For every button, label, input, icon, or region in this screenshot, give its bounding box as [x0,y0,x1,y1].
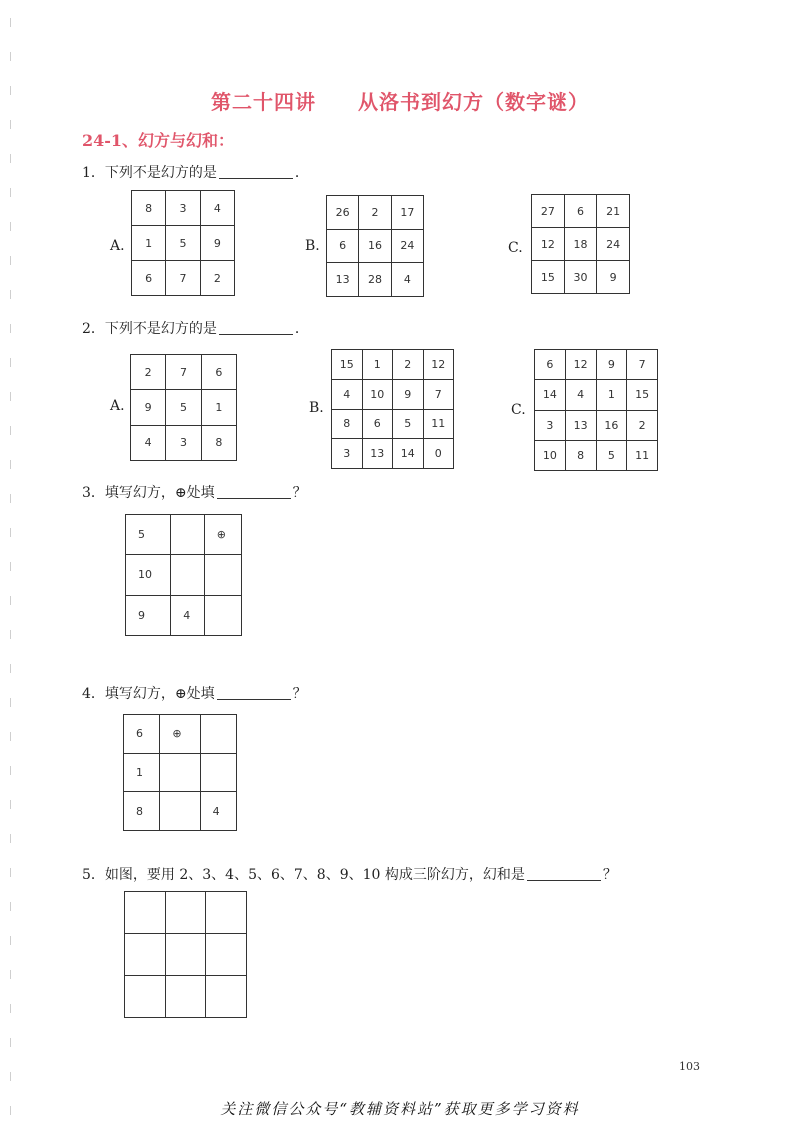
question-3 [82,482,307,502]
grid-cell[interactable] [200,753,236,792]
grid-row [131,355,237,390]
grid-cell: 12 [423,350,454,380]
grid-cell: 24 [597,228,630,261]
grid-row [535,440,658,470]
answer-blank-2[interactable] [219,320,293,335]
option-1a-label: A. [110,238,125,254]
grid-cell: 8 [332,409,363,439]
magic-square-4 [123,714,237,831]
grid-cell: 6 [327,229,359,263]
binding-tick [10,18,11,27]
grid-row [124,792,237,831]
grid-cell: 15 [627,380,658,410]
binding-tick [10,1038,11,1047]
grid-cell: 13 [327,263,359,297]
binding-tick [10,392,11,401]
binding-tick [10,664,11,673]
grid-cell: 4 [332,379,363,409]
question-2-text: 2．下列不是幻方的是 [82,321,217,337]
magic-square-3 [125,514,242,636]
grid-cell[interactable] [204,555,241,595]
binding-tick [10,1072,11,1081]
question-5-suffix: ？ [602,867,617,883]
grid-row [125,892,247,934]
grid-cell: 10 [126,555,171,595]
grid-cell: 28 [359,263,391,297]
grid-cell: 5 [596,440,627,470]
binding-tick [10,596,11,605]
question-5-text: 5．如图，要用 2、3、4、5、6、7、8、9、10 构成三阶幻方，幻和是 [82,867,525,883]
grid-row [532,195,630,228]
answer-blank-1[interactable] [219,164,293,179]
grid-cell: 9 [393,379,424,409]
grid-cell: 8 [132,191,166,226]
grid-cell: 16 [596,410,627,440]
binding-tick [10,256,11,265]
grid-row [535,410,658,440]
grid-cell[interactable] [165,934,206,976]
grid-cell[interactable] [171,515,205,555]
grid-cell: 9 [131,390,166,425]
grid-cell: 7 [627,350,658,380]
grid-cell[interactable] [165,976,206,1018]
question-1-suffix: ． [294,165,309,181]
grid-cell: 11 [423,409,454,439]
grid-cell: 0 [423,439,454,469]
grid-cell: 4 [171,595,205,635]
grid-cell: 13 [565,410,596,440]
grid-cell: 4 [200,792,236,831]
binding-tick [10,324,11,333]
binding-tick [10,154,11,163]
magic-square-2a [130,354,237,461]
grid-cell: 1 [124,753,160,792]
grid-cell: 17 [391,196,423,230]
binding-tick [10,1004,11,1013]
grid-row [332,409,454,439]
binding-tick [10,630,11,639]
magic-square-1c [531,194,630,294]
grid-cell: 1 [201,390,236,425]
magic-square-2b [331,349,454,469]
grid-cell: 8 [201,425,236,460]
grid-cell[interactable] [125,892,166,934]
binding-tick [10,834,11,843]
binding-tick [10,970,11,979]
grid-cell: 5 [166,390,201,425]
grid-cell: 9 [200,226,234,261]
grid-cell: 3 [332,439,363,469]
grid-cell: 6 [201,355,236,390]
grid-cell: 5 [166,226,200,261]
grid-cell: 6 [124,715,160,754]
grid-cell[interactable] [206,934,247,976]
grid-cell: 10 [535,440,566,470]
grid-row [124,753,237,792]
grid-row [125,976,247,1018]
binding-tick [10,562,11,571]
grid-row [131,390,237,425]
grid-row [327,196,424,230]
grid-row [327,263,424,297]
grid-cell[interactable] [204,595,241,635]
question-4-suffix: ？ [292,686,307,702]
grid-cell: 21 [597,195,630,228]
question-2 [82,318,309,338]
grid-cell: 6 [132,261,166,296]
grid-cell: 2 [359,196,391,230]
magic-square-5 [124,891,247,1018]
grid-cell: 4 [565,380,596,410]
binding-tick [10,426,11,435]
grid-row [332,379,454,409]
binding-tick [10,120,11,129]
answer-blank-3[interactable] [217,484,291,499]
grid-cell[interactable] [125,934,166,976]
binding-tick [10,800,11,809]
grid-cell: 1 [596,380,627,410]
section-heading: 24-1、幻方与幻和： [82,131,235,150]
grid-cell: 4 [200,191,234,226]
grid-cell: 9 [597,261,630,294]
grid-row [532,261,630,294]
option-1b-label: B. [305,238,320,254]
binding-tick [10,188,11,197]
answer-blank-4[interactable] [217,685,291,700]
binding-tick [10,290,11,299]
question-2-suffix: ． [294,321,309,337]
question-4 [82,683,307,703]
grid-row [125,934,247,976]
binding-tick [10,528,11,537]
binding-tick [10,766,11,775]
binding-tick [10,698,11,707]
binding-tick [10,732,11,741]
grid-cell: 12 [565,350,596,380]
grid-row [132,261,235,296]
binding-tick [10,460,11,469]
grid-row [535,380,658,410]
binding-tick [10,222,11,231]
grid-cell: 10 [362,379,393,409]
grid-cell: 18 [564,228,597,261]
answer-blank-5[interactable] [527,866,601,881]
grid-cell: 2 [131,355,166,390]
grid-cell: 12 [532,228,565,261]
grid-cell[interactable]: ⊕ [204,515,241,555]
grid-cell: 6 [535,350,566,380]
binding-tick [10,936,11,945]
grid-cell: 30 [564,261,597,294]
question-4-text: 4．填写幻方，⊕处填 [82,686,215,702]
question-3-suffix: ？ [292,485,307,501]
grid-cell: 14 [535,380,566,410]
binding-tick [10,902,11,911]
question-1 [82,162,309,182]
grid-cell: 13 [362,439,393,469]
grid-cell[interactable]: ⊕ [160,715,200,754]
grid-row [124,715,237,754]
grid-cell: 7 [166,355,201,390]
grid-cell: 24 [391,229,423,263]
grid-cell: 26 [327,196,359,230]
grid-cell: 2 [627,410,658,440]
magic-square-1a [131,190,235,296]
grid-cell[interactable] [206,976,247,1018]
grid-row [535,350,658,380]
grid-cell: 4 [391,263,423,297]
grid-row [126,595,242,635]
grid-cell: 6 [564,195,597,228]
option-1c-label: C. [508,240,523,256]
page-number: 103 [679,1060,700,1073]
grid-cell[interactable] [125,976,166,1018]
grid-cell: 8 [124,792,160,831]
grid-cell: 9 [596,350,627,380]
grid-row [132,191,235,226]
grid-cell: 1 [132,226,166,261]
grid-cell: 15 [332,350,363,380]
grid-cell[interactable] [165,892,206,934]
footer-watermark: 关注微信公众号“教辅资料站”获取更多学习资料 [220,1100,580,1118]
grid-row [327,229,424,263]
grid-cell: 27 [532,195,565,228]
grid-row [332,350,454,380]
binding-tick [10,52,11,61]
grid-cell: 5 [393,409,424,439]
grid-cell: 16 [359,229,391,263]
grid-cell[interactable] [160,792,200,831]
grid-cell: 3 [166,425,201,460]
binding-tick [10,868,11,877]
grid-cell[interactable] [206,892,247,934]
grid-row [126,515,242,555]
grid-row [132,226,235,261]
grid-cell: 2 [393,350,424,380]
grid-row [532,228,630,261]
grid-cell: 3 [535,410,566,440]
binding-edge-marks [10,0,16,1131]
grid-cell[interactable] [160,753,200,792]
question-5 [82,864,617,884]
grid-cell: 14 [393,439,424,469]
grid-cell: 9 [126,595,171,635]
grid-cell: 5 [126,515,171,555]
binding-tick [10,358,11,367]
grid-cell: 6 [362,409,393,439]
binding-tick [10,494,11,503]
magic-square-2c [534,349,658,471]
grid-cell[interactable] [200,715,236,754]
grid-cell: 15 [532,261,565,294]
grid-cell: 2 [200,261,234,296]
option-2a-label: A. [110,398,125,414]
grid-cell: 7 [423,379,454,409]
grid-row [126,555,242,595]
grid-cell: 11 [627,440,658,470]
option-2b-label: B. [309,400,324,416]
grid-cell: 4 [131,425,166,460]
grid-cell: 7 [166,261,200,296]
grid-row [131,425,237,460]
grid-cell: 1 [362,350,393,380]
grid-cell: 8 [565,440,596,470]
option-2c-label: C. [511,402,526,418]
grid-cell: 3 [166,191,200,226]
question-3-text: 3．填写幻方，⊕处填 [82,485,215,501]
grid-cell[interactable] [171,555,205,595]
page-title: 第二十四讲 从洛书到幻方（数字谜） [211,90,589,114]
question-1-text: 1．下列不是幻方的是 [82,165,217,181]
grid-row [332,439,454,469]
magic-square-1b [326,195,424,297]
